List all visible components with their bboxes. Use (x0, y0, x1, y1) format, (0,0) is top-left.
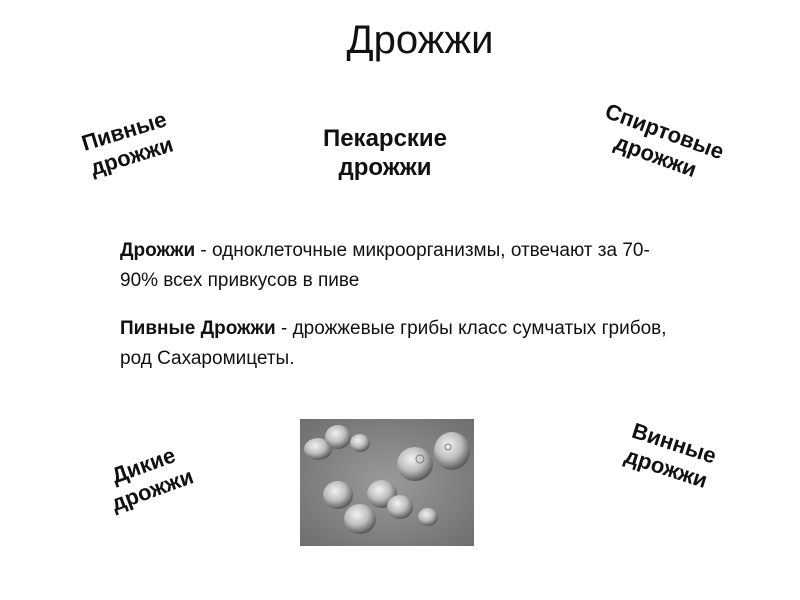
tag-spirit-yeast: Спиртовые дрожжи (601, 98, 728, 183)
yeast-cells-illustration (300, 419, 474, 546)
paragraph-yeast-definition (120, 236, 680, 296)
paragraph-beer-yeast-definition (120, 314, 680, 374)
paragraph-text: - одноклеточные микроорганизмы, отвечают за 70-90% всех привкусов в пиве (120, 240, 650, 291)
paragraph-term: Пивные Дрожжи (120, 318, 276, 339)
tag-beer-yeast: Пивные дрожжи (78, 106, 177, 181)
tag-wine-yeast: Винные дрожжи (621, 417, 720, 493)
tag-baker-yeast: Пекарские дрожжи (322, 125, 448, 181)
paragraph-text: - дрожжевые грибы класс сумчатых грибов, род Сахаромицеты. (120, 318, 667, 369)
tag-wild-yeast: Дикие дрожжи (107, 442, 197, 517)
yeast-micrograph-image (300, 419, 474, 546)
paragraph-term: Дрожжи (120, 240, 196, 261)
slide-title: Дрожжи (346, 18, 494, 62)
